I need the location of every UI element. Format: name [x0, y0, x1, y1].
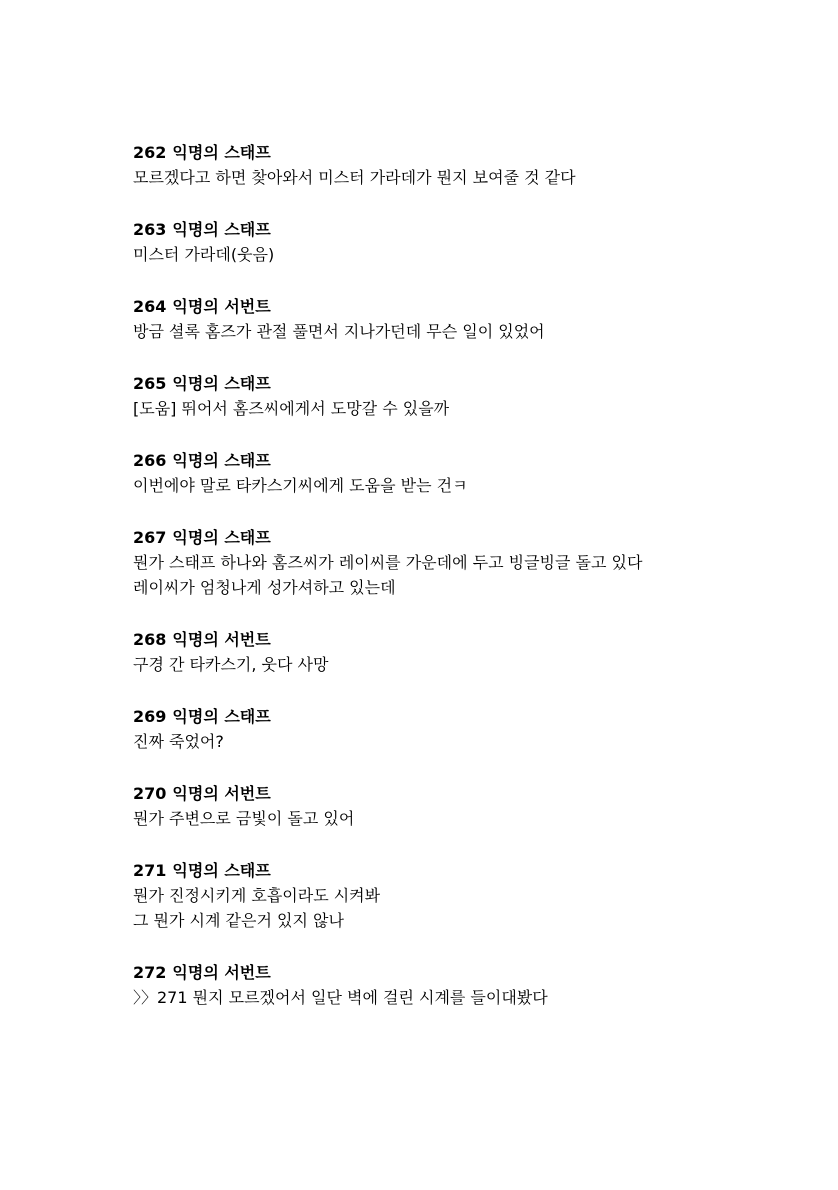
post-number: 270	[133, 784, 167, 803]
post-number: 269	[133, 707, 167, 726]
post-body	[133, 319, 813, 344]
post-265	[133, 371, 813, 421]
post-header	[133, 781, 813, 806]
post-body	[133, 396, 813, 421]
post-268	[133, 627, 813, 677]
post-header	[133, 371, 813, 396]
post-body	[133, 729, 813, 754]
post-text-line: 뭔가 스태프 하나와 홈즈씨가 레이씨를 가운데에 두고 빙글빙글 돌고 있다	[133, 553, 643, 572]
post-number: 267	[133, 528, 167, 547]
post-264	[133, 294, 813, 344]
post-header	[133, 704, 813, 729]
post-number: 262	[133, 143, 167, 162]
post-number: 263	[133, 220, 167, 239]
post-text-line: [도움] 뛰어서 홈즈씨에게서 도망갈 수 있을까	[133, 399, 450, 418]
post-author: 익명의 스태프	[172, 220, 271, 239]
post-body	[133, 242, 813, 267]
post-author: 익명의 스태프	[172, 707, 271, 726]
post-number: 264	[133, 297, 167, 316]
post-text-line: 미스터 가라데(웃음)	[133, 245, 275, 264]
post-author: 익명의 서번트	[172, 963, 271, 982]
post-body	[133, 550, 813, 600]
post-number: 271	[133, 861, 167, 880]
post-author: 익명의 스태프	[172, 861, 271, 880]
post-body	[133, 165, 813, 190]
post-263	[133, 217, 813, 267]
post-header	[133, 294, 813, 319]
post-262	[133, 140, 813, 190]
post-text-line: 그 뭔가 시계 같은거 있지 않나	[133, 911, 344, 930]
post-header	[133, 858, 813, 883]
post-header	[133, 217, 813, 242]
post-271	[133, 858, 813, 933]
post-author: 익명의 스태프	[172, 143, 271, 162]
post-text-line: 뭔가 주변으로 금빛이 돌고 있어	[133, 809, 355, 828]
post-header	[133, 525, 813, 550]
post-author: 익명의 서번트	[172, 297, 271, 316]
post-body	[133, 806, 813, 831]
post-number: 268	[133, 630, 167, 649]
post-header	[133, 627, 813, 652]
post-number: 265	[133, 374, 167, 393]
post-body	[133, 473, 813, 498]
post-269	[133, 704, 813, 754]
post-272	[133, 960, 813, 1010]
post-header	[133, 140, 813, 165]
post-number: 266	[133, 451, 167, 470]
post-author: 익명의 스태프	[172, 528, 271, 547]
post-author: 익명의 서번트	[172, 630, 271, 649]
post-text-line: 구경 간 타카스기, 웃다 사망	[133, 655, 329, 674]
post-text-line: 뭔가 진정시키게 호흡이라도 시켜봐	[133, 886, 381, 905]
post-author: 익명의 스태프	[172, 374, 271, 393]
post-270	[133, 781, 813, 831]
post-266	[133, 448, 813, 498]
post-text-line: 〉〉271 뭔지 모르겠어서 일단 벽에 걸린 시계를 들이대봤다	[133, 988, 548, 1007]
post-text-line: 레이씨가 엄청나게 성가셔하고 있는데	[133, 578, 396, 597]
post-text-line: 방금 셜록 홈즈가 관절 풀면서 지나가던데 무슨 일이 있었어	[133, 322, 545, 341]
post-header	[133, 960, 813, 985]
post-body	[133, 652, 813, 677]
post-author: 익명의 서번트	[172, 784, 271, 803]
post-header	[133, 448, 813, 473]
post-267	[133, 525, 813, 600]
document-page	[133, 140, 813, 1037]
post-text-line: 이번에야 말로 타카스기씨에게 도움을 받는 건ㅋ	[133, 476, 468, 495]
post-author: 익명의 스태프	[172, 451, 271, 470]
post-text-line: 진짜 죽었어?	[133, 732, 224, 751]
post-number: 272	[133, 963, 167, 982]
post-body	[133, 883, 813, 933]
post-body	[133, 985, 813, 1010]
post-text-line: 모르겠다고 하면 찾아와서 미스터 가라데가 뭔지 보여줄 것 같다	[133, 168, 576, 187]
